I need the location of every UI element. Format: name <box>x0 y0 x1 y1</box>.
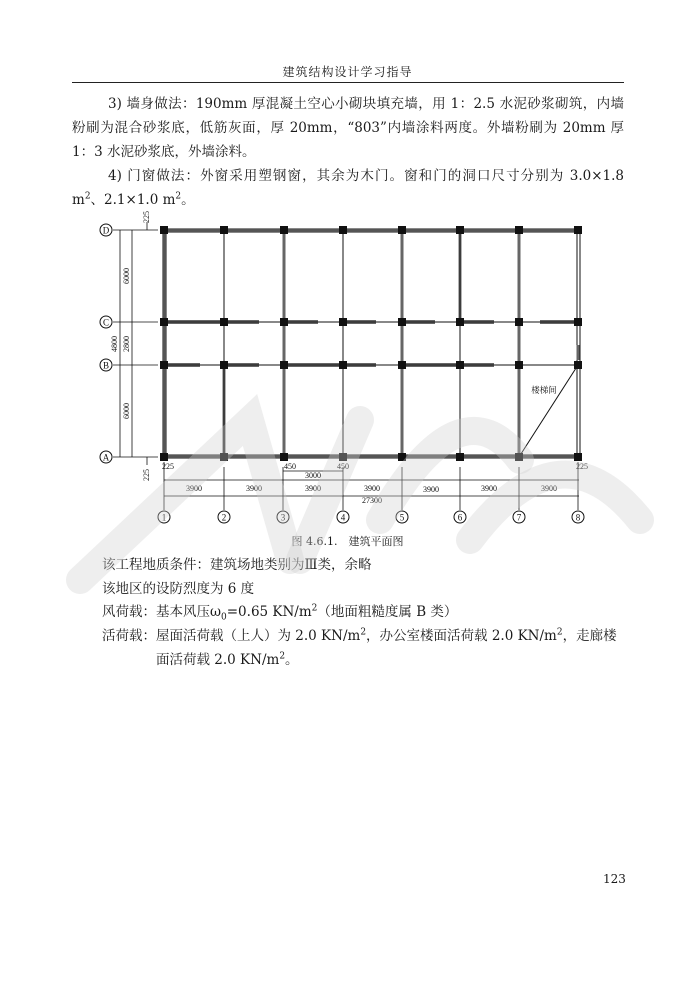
axis-label-C: C <box>102 317 110 328</box>
door-text-a: 4) 门窗做法：外窗采用塑钢窗，其余为木门。窗和门的洞口尺寸分别为 3.0×1.8 m <box>72 168 624 208</box>
live-mid: ，办公室楼面活荷载 2.0 KN/m <box>366 628 557 644</box>
sup-2: 2 <box>556 627 563 638</box>
dim-span-7-8: 3900 <box>541 484 557 493</box>
live-load-line-2 <box>156 648 299 668</box>
axis-label-1: 1 <box>161 512 167 523</box>
stairwell-label: 楼梯间 <box>531 386 557 396</box>
sup-2: 2 <box>311 603 318 614</box>
axis-label-A: A <box>102 452 110 463</box>
sup-2: 2 <box>360 627 367 638</box>
dim-c-a-total: 4800 <box>110 336 119 352</box>
live-line2-end: 。 <box>285 652 299 668</box>
door-text-b: 、2.1×1.0 m <box>90 192 176 208</box>
dim-span-5-6: 3900 <box>423 485 439 494</box>
live-line2: 面活荷载 2.0 KN/m <box>156 652 280 668</box>
dim-d-c: 6000 <box>122 268 131 284</box>
axis-label-6: 6 <box>457 512 463 523</box>
axis-label-3: 3 <box>280 512 286 523</box>
running-header-title: 建筑结构设计学习指导 <box>282 65 413 79</box>
axis-label-B: B <box>102 360 110 371</box>
dim-left-bottom: 225 <box>142 469 151 481</box>
geology-line: 该工程地质条件：建筑场地类别为Ⅲ类，余略 <box>102 557 372 573</box>
dim-total: 27300 <box>362 496 382 505</box>
door-text-c: 。 <box>181 192 195 208</box>
dim-450-b: 450 <box>337 462 349 471</box>
dim-450-a: 450 <box>284 462 296 471</box>
dim-offset-left: 225 <box>162 462 174 471</box>
wind-suffix: （地面粗糙度属 B 类） <box>317 604 458 620</box>
axis-label-4: 4 <box>340 512 346 523</box>
axis-label-D: D <box>102 225 110 236</box>
page-number: 123 <box>603 872 626 886</box>
wind-load-line <box>102 600 458 623</box>
wind-value: =0.65 KN/m <box>226 604 312 620</box>
dim-span-4-5: 3900 <box>364 484 380 493</box>
dim-span-3-4: 3900 <box>305 484 321 493</box>
axis-label-8: 8 <box>575 512 581 523</box>
wall-method-paragraph: 3) 墙身做法：190mm 厚混凝土空心小砌块填充墙，用 1：2.5 水泥砂浆砌筑，内墙粉刷为混合砂浆底，低筋灰面，厚 20mm，“803”内墙涂料两度。外墙粉刷为 20mm 厚 1：3 水泥砂浆底，外墙涂料。 <box>72 96 624 160</box>
sub-0: 0 <box>221 612 227 623</box>
live-load-line <box>102 624 617 644</box>
sup-2: 2 <box>175 191 182 202</box>
seismic-line: 该地区的设防烈度为 6 度 <box>102 581 255 597</box>
dim-span-1-2: 3900 <box>186 484 202 493</box>
dim-span-2-3: 3900 <box>246 484 262 493</box>
live-end: ，走廊楼 <box>562 628 617 644</box>
dim-clear-span: 3000 <box>305 471 321 480</box>
wind-prefix: 风荷载：基本风压ω <box>102 604 222 620</box>
sup-2: 2 <box>279 651 286 662</box>
figure-caption: 图 4.6.1. 建筑平面图 <box>291 535 404 548</box>
dim-left-top: 225 <box>142 211 151 223</box>
dim-offset-right: 225 <box>576 462 588 471</box>
axis-label-7: 7 <box>516 512 522 523</box>
dim-c-b: 2800 <box>122 336 131 352</box>
axis-label-5: 5 <box>399 512 405 523</box>
dim-b-a: 6000 <box>122 403 131 419</box>
live-prefix: 活荷载：屋面活荷载（上人）为 2.0 KN/m <box>102 628 361 644</box>
axis-label-2: 2 <box>221 512 227 523</box>
dim-span-6-7: 3900 <box>481 484 497 493</box>
sup-2: 2 <box>84 191 91 202</box>
